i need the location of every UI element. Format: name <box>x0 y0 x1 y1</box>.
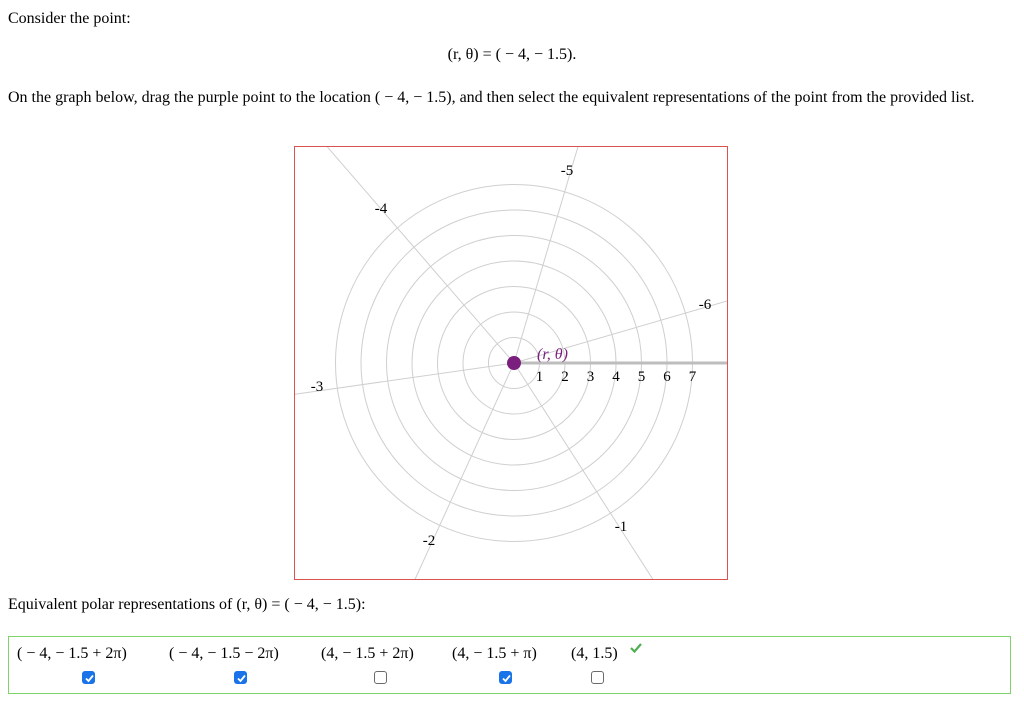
angle-ray <box>324 147 514 363</box>
r-tick-label: 7 <box>688 369 697 385</box>
choice-label-4: (4, − 1.5 + π) <box>452 645 537 662</box>
polar-graph[interactable] <box>294 146 728 580</box>
choice-checkbox-3[interactable] <box>374 671 387 684</box>
angle-label: -2 <box>422 533 436 549</box>
angle-ray <box>295 363 514 404</box>
choice-label-2: ( − 4, − 1.5 − 2π) <box>169 645 279 662</box>
instruction-text: On the graph below, drag the purple point to the location ( − 4, − 1.5), and then select the equivalent representations of the point from the provided list. <box>8 89 975 106</box>
choice-checkbox-2[interactable] <box>234 671 247 684</box>
r-tick-label: 4 <box>612 369 620 385</box>
choice-checkbox-5[interactable] <box>591 671 604 684</box>
choice-label-3: (4, − 1.5 + 2π) <box>321 645 414 662</box>
r-tick-label: 2 <box>561 369 569 385</box>
angle-label: -6 <box>698 297 712 313</box>
intro-text: Consider the point: <box>8 10 131 27</box>
r-tick-label: 5 <box>637 369 646 385</box>
equivalent-representations-label: Equivalent polar representations of (r, θ) = ( − 4, − 1.5): <box>8 596 366 613</box>
choice-checkbox-4[interactable] <box>499 671 512 684</box>
r-tick-label: 3 <box>586 369 595 385</box>
choice-label-1: ( − 4, − 1.5 + 2π) <box>17 645 127 662</box>
polar-plot[interactable] <box>295 147 727 579</box>
choices-box <box>8 636 1011 694</box>
choice-label-5: (4, 1.5) <box>571 645 618 662</box>
draggable-point[interactable] <box>507 356 521 370</box>
point-label: (r, θ) <box>537 346 568 363</box>
angle-label: -5 <box>560 163 574 179</box>
given-point-equation: (r, θ) = ( − 4, − 1.5). <box>447 46 577 63</box>
angle-label: -1 <box>614 519 628 535</box>
r-tick-label: 6 <box>663 369 671 385</box>
angle-ray <box>393 363 514 579</box>
angle-ray <box>514 147 596 363</box>
green-check-icon <box>630 641 642 659</box>
choice-checkbox-1[interactable] <box>82 671 95 684</box>
angle-ray <box>514 363 671 579</box>
angle-label: -4 <box>374 201 388 217</box>
angle-label: -3 <box>310 379 324 395</box>
r-tick-label: 1 <box>535 369 544 385</box>
